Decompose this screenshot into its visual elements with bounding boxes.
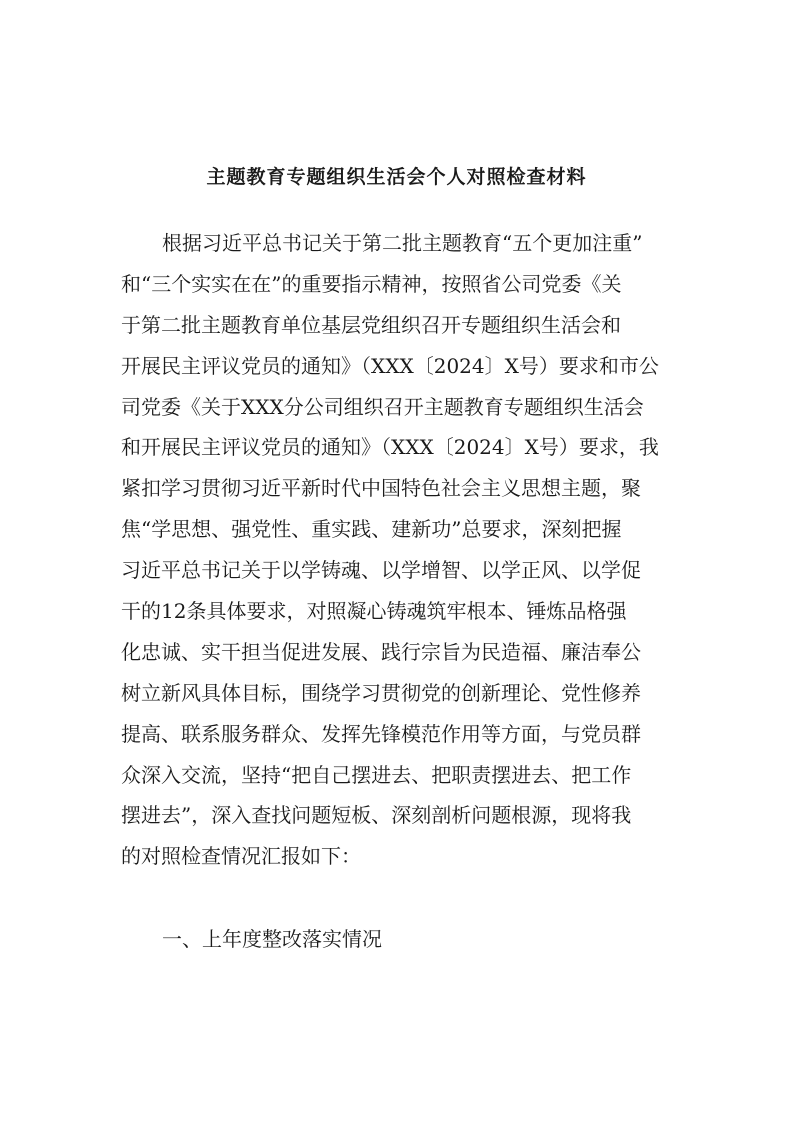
document-title: 主题教育专题组织生活会个人对照检查材料 <box>206 166 587 188</box>
paragraph-line: 众深入交流，坚持“把自己摆进去、把职责摆进去、把工作 <box>121 762 632 787</box>
paragraph-line: 化忠诚、实干担当促进发展、践行宗旨为民造福、廉洁奉公 <box>121 639 641 664</box>
paragraph-line: 焦“学思想、强党性、重实践、建新功”总要求，深刻把握 <box>121 517 622 542</box>
paragraph-line: 摆进去”，深入查找问题短板、深刻剖析问题根源，现将我 <box>121 803 632 828</box>
section-heading: 一、上年度整改落实情况 <box>162 927 382 951</box>
paragraph-line: 开展民主评议党员的通知》（XXX〔2024〕X号）要求和市公 <box>121 353 659 378</box>
paragraph-line: 于第二批主题教育单位基层党组织召开专题组织生活会和 <box>121 312 621 337</box>
paragraph-line: 提高、联系服务群众、发挥先锋模范作用等方面，与党员群 <box>121 721 641 746</box>
paragraph-line: 紧扣学习贯彻习近平新时代中国特色社会主义思想主题，聚 <box>121 476 641 501</box>
paragraph-line: 和开展民主评议党员的通知》（XXX〔2024〕X号）要求，我 <box>121 435 659 460</box>
paragraph-line: 干的12条具体要求，对照凝心铸魂筑牢根本、锤炼品格强 <box>121 599 627 624</box>
paragraph-line: 树立新风具体目标，围绕学习贯彻党的创新理论、党性修养 <box>121 680 641 705</box>
paragraph-line: 司党委《关于XXX分公司组织召开主题教育专题组织生活会 <box>121 394 644 419</box>
paragraph-line: 习近平总书记关于以学铸魂、以学增智、以学正风、以学促 <box>121 558 641 583</box>
paragraph-line: 和“三个实实在在”的重要指示精神，按照省公司党委《关 <box>121 271 622 296</box>
intro-paragraph <box>121 229 681 883</box>
paragraph-line: 的对照检查情况汇报如下： <box>121 844 361 869</box>
paragraph-line: 根据习近平总书记关于第二批主题教育“五个更加注重” <box>162 231 643 255</box>
